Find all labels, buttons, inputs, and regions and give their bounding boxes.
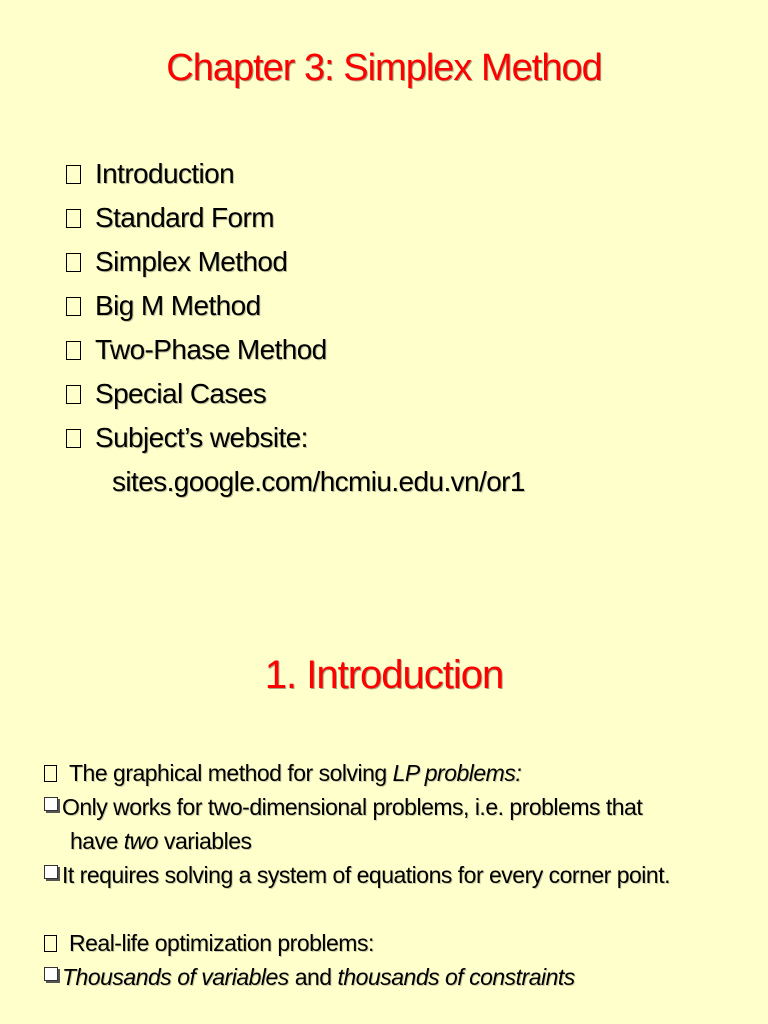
line-text: It requires solving a system of equations for every corner point. — [62, 862, 670, 888]
checkbox-bullet-icon — [44, 797, 58, 811]
slide-title: 1. Introduction — [264, 653, 504, 697]
website-url — [66, 460, 525, 504]
list-item — [66, 372, 525, 416]
agenda-item-label: Introduction — [95, 158, 235, 189]
hollow-box-bullet-icon — [66, 341, 81, 360]
hollow-box-bullet-icon — [66, 429, 81, 448]
hollow-box-bullet-icon — [44, 935, 57, 952]
list-item — [66, 152, 525, 196]
list-item — [66, 196, 525, 240]
line-text: The graphical method for solving — [69, 760, 393, 786]
point-real-life-problems — [44, 926, 744, 960]
list-item — [66, 284, 525, 328]
agenda-item-label: Two-Phase Method — [95, 334, 327, 365]
line-emphasis: two — [123, 828, 159, 854]
point-thousands — [44, 960, 744, 994]
line-text: and — [288, 964, 338, 990]
hollow-box-bullet-icon — [66, 209, 81, 228]
slide-introduction — [0, 512, 768, 1024]
hollow-box-bullet-icon — [66, 297, 81, 316]
slide-title: Chapter 3: Simplex Method — [166, 47, 602, 89]
line-emphasis: thousands of constraints — [337, 964, 575, 990]
checkbox-bullet-icon — [44, 967, 58, 981]
point-two-dimensional-continued — [44, 824, 744, 858]
website-url-text: sites.google.com/hcmiu.edu.vn/or1 — [112, 466, 525, 497]
list-item — [66, 240, 525, 284]
hollow-box-bullet-icon — [66, 385, 81, 404]
agenda-item-label: Big M Method — [95, 290, 261, 321]
agenda-list — [66, 152, 525, 548]
line-text: Real-life optimization problems: — [69, 930, 374, 956]
agenda-item-label: Subject’s website: — [95, 422, 308, 453]
point-corner-points — [44, 858, 744, 892]
slide-body — [44, 756, 744, 994]
line-emphasis: Thousands of variables — [62, 964, 289, 990]
point-two-dimensional — [44, 790, 744, 824]
checkbox-bullet-icon — [44, 865, 58, 879]
list-item — [66, 328, 525, 372]
agenda-item-label: Special Cases — [95, 378, 267, 409]
line-text: variables — [158, 828, 252, 854]
point-graphical-method — [44, 756, 744, 790]
hollow-box-bullet-icon — [66, 165, 81, 184]
line-text: Only works for two-dimensional problems, i.e. problems that — [62, 794, 643, 820]
agenda-item-label: Standard Form — [95, 202, 274, 233]
list-item — [66, 416, 525, 460]
hollow-box-bullet-icon — [44, 765, 57, 782]
line-text: have — [70, 828, 124, 854]
hollow-box-bullet-icon — [66, 253, 81, 272]
line-emphasis: LP problems: — [392, 760, 522, 786]
agenda-item-label: Simplex Method — [95, 246, 288, 277]
spacer — [44, 892, 744, 926]
